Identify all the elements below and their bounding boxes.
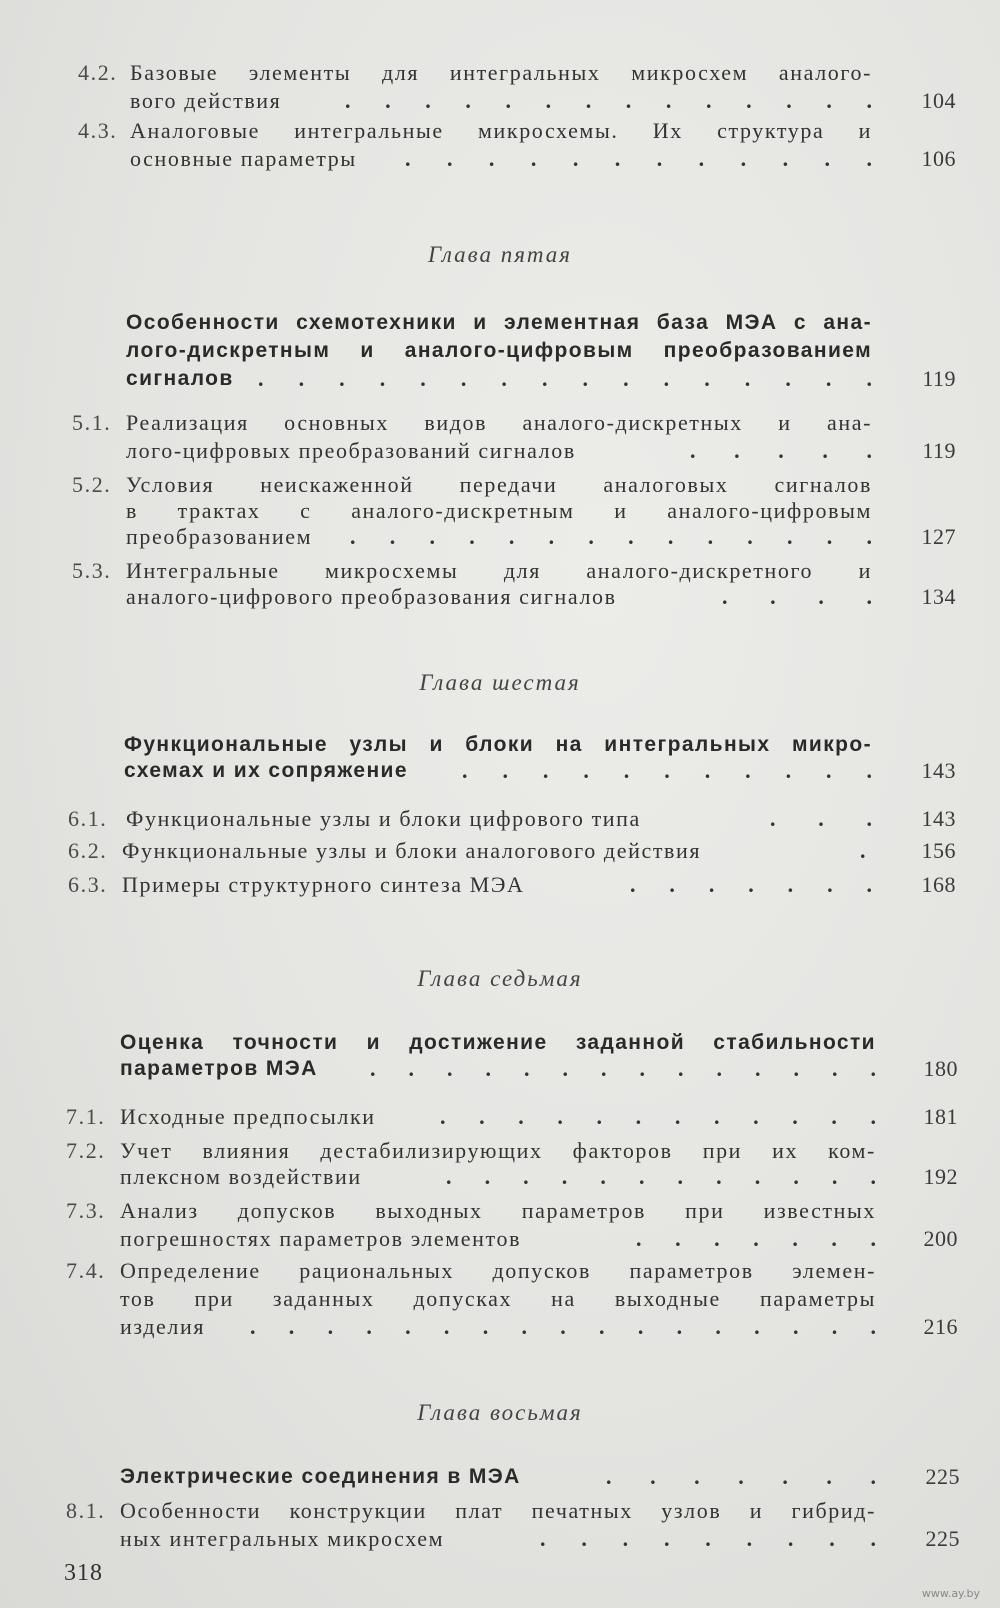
leader-dots: . . . . . . . . . . . . [405, 146, 872, 171]
entry-title-line: в трактах с аналого-дискретным и аналого-цифровым [126, 498, 872, 523]
entry-page: 134 [921, 584, 956, 609]
toc-entry-5-1 [0, 408, 1000, 438]
leader-dots: . . . . . . . . . [540, 1526, 876, 1551]
toc-entry-4-2 [0, 58, 1000, 88]
entry-title-line: Особенности конструкции плат печатных узлов и гибрид- [120, 1498, 876, 1523]
entry-title-line: Аналоговые интегральные микросхемы. Их структура и [130, 118, 872, 143]
entry-title-line: лого-цифровых преобразований сигналов [126, 438, 576, 463]
chapter-title-line: Функциональные узлы и блоки на интегральных микро- [124, 733, 872, 756]
entry-title-line: Интегральные микросхемы для аналого-дискретного и [126, 558, 872, 583]
chapter-title-line: Электрические соединения в МЭА [120, 1465, 521, 1488]
toc-entry-7-4-cont [0, 1312, 1000, 1342]
entry-title-line: основные параметры [130, 146, 357, 171]
toc-entry-7-1 [0, 1102, 1000, 1132]
chapter-page: 180 [923, 1056, 958, 1081]
entry-page: 168 [921, 872, 956, 897]
entry-page: 225 [925, 1526, 960, 1551]
leader-dots: . . . . . . . [606, 1464, 876, 1489]
entry-number: 4.2. [78, 60, 118, 85]
chapter-title-line: схемах и их сопряжение [124, 759, 408, 782]
chapter-title-line: Оценка точности и достижение заданной стабильности [120, 1031, 876, 1054]
toc-entry-6-3 [0, 870, 1000, 900]
entry-title-line: Условия неискаженной передачи аналоговых сигналов [126, 472, 872, 497]
leader-dots: . . . . . . . . . . . . . . . . [258, 366, 872, 391]
chapter-page: 119 [922, 366, 956, 391]
toc-entry-6-1 [0, 804, 1000, 834]
toc-entry-7-3 [0, 1196, 1000, 1226]
entry-page: 216 [923, 1314, 958, 1339]
chapter-page: 225 [925, 1464, 960, 1489]
entry-page: 143 [921, 806, 956, 831]
leader-dots: . . . . . . . . . . . . [446, 1164, 876, 1189]
entry-title-line: преобразованием [126, 524, 313, 549]
chapter-title [0, 1462, 1000, 1492]
entry-number: 7.3. [66, 1198, 106, 1223]
entry-number: 5.2. [72, 472, 112, 497]
toc-entry-7-4-cont [0, 1284, 1000, 1314]
entry-title-line: Исходные предпосылки [120, 1104, 376, 1129]
leader-dots: . . . . . . . . . . . [462, 758, 872, 783]
entry-title-line: тов при заданных допусках на выходные параметры [120, 1286, 876, 1311]
entry-title-line: Реализация основных видов аналого-дискретных и ана- [126, 410, 872, 435]
entry-page: 106 [921, 146, 956, 171]
leader-dots: . . . . . . . [636, 1226, 876, 1251]
chapter-title-line: сигналов [126, 367, 234, 390]
chapter-title-line: параметров МЭА [120, 1057, 318, 1080]
leader-dots: . . . [770, 806, 872, 831]
toc-entry-5-1-cont [0, 436, 1000, 466]
entry-title-line: Примеры структурного синтеза МЭА [122, 872, 525, 897]
chapter-title [0, 1054, 1000, 1084]
entry-number: 5.1. [72, 410, 112, 435]
leader-dots: . . . . . . . . . . . . [440, 1104, 876, 1129]
entry-title-line: Базовые элементы для интегральных микросхем аналого- [130, 60, 872, 85]
entry-number: 7.1. [66, 1104, 106, 1129]
entry-number: 6.3. [68, 872, 108, 897]
entry-title-line: Учет влияния дестабилизирующих факторов при их ком- [120, 1138, 876, 1163]
entry-number: 6.2. [68, 838, 108, 863]
entry-title-line: ных интегральных микросхем [120, 1526, 445, 1551]
chapter-page: 143 [921, 758, 956, 783]
entry-title-line: Анализ допусков выходных параметров при известных [120, 1198, 876, 1223]
entry-title-line: Определение рациональных допусков параметров элемен- [120, 1258, 876, 1283]
toc-entry-4-3 [0, 116, 1000, 146]
chapter-title [0, 336, 1000, 366]
chapter-title [0, 308, 1000, 338]
leader-dots: . . . . [722, 584, 872, 609]
chapter-heading: Глава седьмая [417, 966, 583, 991]
entry-page: 192 [923, 1164, 958, 1189]
entry-number: 5.3. [72, 558, 112, 583]
leader-dots: . . . . . . . [630, 872, 872, 897]
leader-dots: . . . . . [690, 438, 872, 463]
chapter-title-line: Особенности схемотехники и элементная база МЭА с ана- [126, 311, 872, 334]
toc-entry-4-3-cont [0, 144, 1000, 174]
entry-number: 7.2. [66, 1138, 106, 1163]
entry-title-line: аналого-цифрового преобразования сигналов [126, 584, 617, 609]
entry-page: 104 [921, 88, 956, 113]
leader-dots: . . . . . . . . . . . . . . [370, 1056, 876, 1081]
watermark: www.ay.by [921, 1587, 980, 1600]
entry-page: 200 [923, 1226, 958, 1251]
toc-entry-5-3-cont [0, 582, 1000, 612]
entry-title-line: Функциональные узлы и блоки аналогового действия [122, 838, 702, 863]
toc-entry-5-2-cont [0, 522, 1000, 552]
entry-number: 6.1. [68, 806, 108, 831]
chapter-heading: Глава шестая [419, 670, 581, 695]
chapter-title-line: лого-дискретным и аналого-цифровым преобразованием [126, 339, 872, 362]
entry-number: 7.4. [66, 1258, 106, 1283]
entry-page: 156 [921, 838, 956, 863]
toc-entry-7-2-cont [0, 1162, 1000, 1192]
entry-number: 4.3. [78, 118, 118, 143]
toc-entry-8-1 [0, 1496, 1000, 1526]
entry-title-line: погрешностях параметров элементов [120, 1226, 522, 1251]
leader-dots: . . . . . . . . . . . . . . [350, 524, 872, 549]
toc-entry-4-2-cont [0, 86, 1000, 116]
entry-number: 8.1. [66, 1498, 106, 1523]
toc-entry-6-2 [0, 836, 1000, 866]
toc-entry-8-1-cont [0, 1524, 1000, 1554]
entry-page: 181 [923, 1104, 958, 1129]
chapter-title [0, 756, 1000, 786]
entry-title-line: вого действия [130, 88, 282, 113]
chapter-title [0, 364, 1000, 394]
entry-page: 127 [921, 524, 956, 549]
chapter-heading: Глава пятая [427, 242, 573, 267]
toc-entry-7-4 [0, 1256, 1000, 1286]
entry-page: 119 [922, 438, 956, 463]
toc-entry-7-3-cont [0, 1224, 1000, 1254]
entry-title-line: Функциональные узлы и блоки цифрового типа [126, 806, 641, 831]
leader-dots: . . . . . . . . . . . . . . [345, 88, 872, 113]
leader-dots: . [860, 838, 866, 863]
leader-dots: . . . . . . . . . . . . . . . . . [250, 1314, 876, 1339]
page-number: 318 [64, 1560, 103, 1586]
entry-title-line: плексном воздействии [120, 1164, 362, 1189]
entry-title-line: изделия [120, 1314, 206, 1339]
chapter-heading: Глава восьмая [417, 1400, 583, 1425]
